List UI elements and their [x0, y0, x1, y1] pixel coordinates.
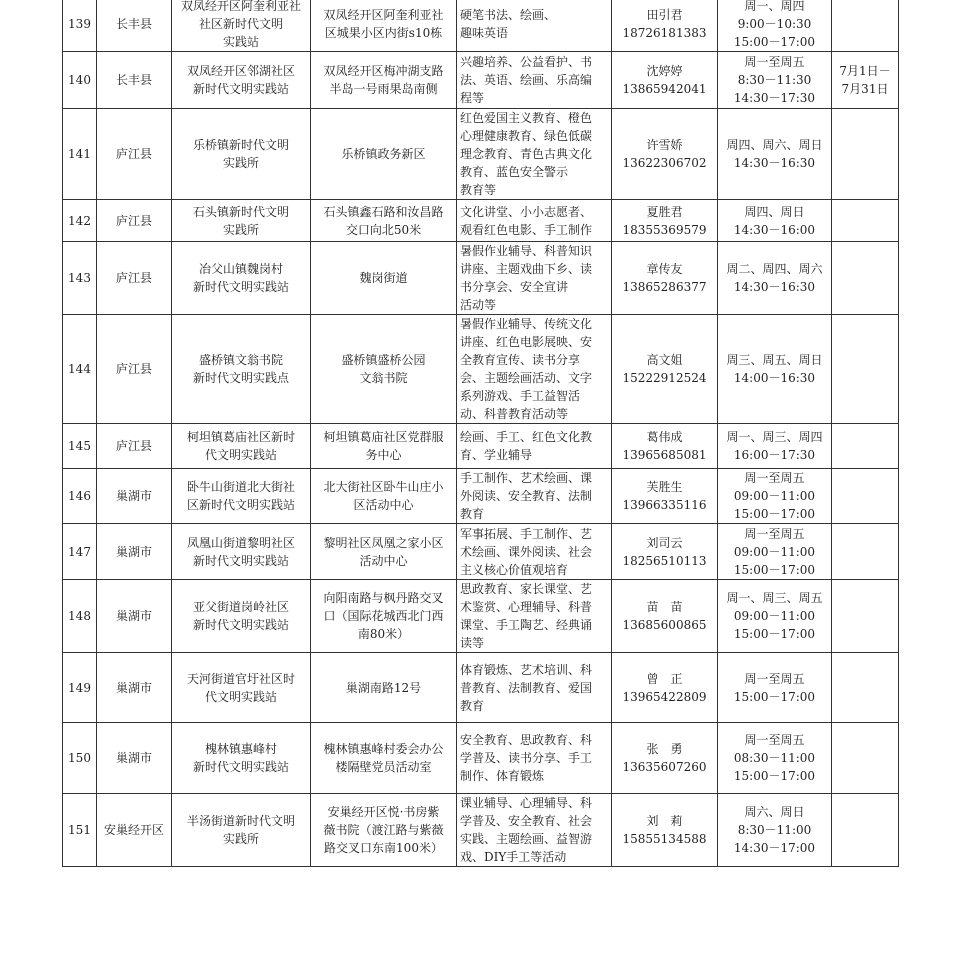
row-number: 144 — [63, 315, 97, 424]
cell-line: 讲座、红色电影展映、安 — [460, 335, 593, 349]
table-row — [63, 52, 899, 109]
cell-line: 13965422809 — [622, 689, 707, 704]
period-cell — [832, 794, 899, 867]
cell-line: 15:00－17:00 — [733, 769, 816, 783]
cell-line: 7月31日 — [841, 82, 889, 96]
station-name-cell — [172, 653, 311, 723]
table-row — [63, 524, 899, 580]
cell-line: 凤凰山街道黎明社区 — [186, 535, 295, 550]
open-time-cell — [718, 524, 832, 580]
cell-line: 实践所 — [222, 222, 259, 237]
county-cell: 安巢经开区 — [97, 794, 172, 867]
period-cell — [832, 200, 899, 242]
contact-cell — [612, 242, 718, 315]
cell-line: 南80米） — [357, 627, 410, 641]
county-cell: 庐江县 — [97, 109, 172, 200]
cell-line: 周四、周日 — [744, 204, 805, 219]
address-cell — [311, 723, 457, 794]
county-cell: 长丰县 — [97, 52, 172, 109]
activity-content-cell — [457, 0, 612, 52]
cell-line: 向阳南路与枫丹路交叉 — [323, 591, 444, 605]
period-cell — [832, 469, 899, 524]
cell-line: 文翁书院 — [359, 371, 408, 385]
cell-line: 13965685081 — [622, 448, 707, 462]
cell-line: 读等 — [460, 636, 485, 650]
activity-content-cell — [457, 242, 612, 315]
cell-line: 09:00－11:00 — [733, 609, 816, 623]
contact-cell — [612, 524, 718, 580]
period-cell — [832, 723, 899, 794]
table-row — [63, 424, 899, 469]
open-time-cell — [718, 52, 832, 109]
cell-line: 新时代文明实践站 — [192, 760, 289, 774]
activity-content-cell — [457, 315, 612, 424]
contact-cell — [612, 469, 718, 524]
cell-line: 术鉴赏、心理辅导、科普 — [460, 600, 593, 614]
row-number: 149 — [63, 653, 97, 723]
cell-line: 张 勇 — [646, 742, 683, 756]
table-body — [63, 0, 899, 867]
cell-line: 9:00－10:30 — [737, 17, 812, 31]
station-name-cell — [172, 794, 311, 867]
cell-line: 周一、周四 — [744, 0, 805, 13]
contact-cell — [612, 723, 718, 794]
cell-line: 16:00－17:30 — [733, 448, 816, 462]
cell-line: 15:00－17:00 — [733, 507, 816, 521]
row-number: 140 — [63, 52, 97, 109]
cell-line: 代文明实践站 — [204, 448, 277, 462]
cell-line: 全教育宣传、读书分享 — [460, 353, 581, 367]
cell-line: 半汤街道新时代文明 — [186, 814, 295, 828]
county-cell: 巢湖市 — [97, 653, 172, 723]
station-name-cell — [172, 469, 311, 524]
cell-line: 双凤经开区梅冲湖支路 — [323, 64, 444, 78]
cell-line: 区新时代文明实践站 — [186, 498, 295, 512]
cell-line: 戏、DIY手工等活动 — [460, 850, 567, 864]
cell-line: 新时代文明实践站 — [192, 553, 289, 568]
row-number: 150 — [63, 723, 97, 794]
station-name-cell — [172, 723, 311, 794]
contact-cell — [612, 580, 718, 653]
cell-line: 安巢经开区悦·书房紫 — [327, 805, 440, 819]
open-time-cell — [718, 315, 832, 424]
cell-line: 教育等 — [460, 183, 497, 197]
county-cell: 巢湖市 — [97, 469, 172, 524]
cell-line: 硬笔书法、绘画、 — [460, 8, 557, 22]
period-cell — [832, 109, 899, 200]
activity-content-cell — [457, 424, 612, 469]
cell-line: 手工制作、艺术绘画、课 — [460, 471, 593, 485]
cell-line: 观看红色电影、手工制作 — [460, 222, 593, 237]
cell-line: 书分享会、安全宣讲 — [460, 280, 569, 294]
address-cell — [311, 242, 457, 315]
cell-line: 乐桥镇政务新区 — [341, 147, 426, 161]
station-name-cell — [172, 580, 311, 653]
activity-content-cell — [457, 469, 612, 524]
cell-line: 学普及、读书分享、手工 — [460, 751, 593, 765]
cell-line: 教育、蓝色安全警示 — [460, 165, 569, 179]
cell-line: 黎明社区凤凰之家小区 — [323, 535, 444, 550]
contact-cell — [612, 52, 718, 109]
cell-line: 制作、体育锻炼 — [460, 769, 545, 783]
cell-line: 暑假作业辅导、科普知识 — [460, 244, 593, 258]
cell-line: 双凤经开区邻湖社区 — [186, 64, 295, 78]
table-row — [63, 580, 899, 653]
cell-line: 13966335116 — [622, 498, 707, 512]
county-cell: 庐江县 — [97, 200, 172, 242]
cell-line: 周二、周四、周六 — [726, 262, 823, 276]
cell-line: 周一至周五 — [744, 671, 805, 686]
address-cell — [311, 315, 457, 424]
cell-line: 08:30－11:00 — [733, 751, 816, 765]
cell-line: 柯坦镇葛庙社区党群服 — [323, 430, 444, 444]
cell-line: 思政教育、家长课堂、艺 — [460, 582, 593, 596]
county-cell: 巢湖市 — [97, 580, 172, 653]
cell-line: 教育 — [460, 698, 485, 713]
activity-content-cell — [457, 653, 612, 723]
activity-content-cell — [457, 200, 612, 242]
cell-line: 夏胜君 — [646, 204, 683, 219]
cell-line: 区活动中心 — [353, 498, 414, 512]
open-time-cell — [718, 653, 832, 723]
period-cell — [832, 242, 899, 315]
activity-schedule-table — [62, 0, 899, 867]
period-cell — [832, 653, 899, 723]
cell-line: 动、科普教育活动等 — [460, 407, 569, 421]
cell-line: 安全教育、思政教育、科 — [460, 733, 593, 747]
station-name-cell — [172, 524, 311, 580]
period-cell — [832, 580, 899, 653]
county-cell: 庐江县 — [97, 424, 172, 469]
cell-line: 7月1日－ — [839, 64, 891, 78]
cell-line: 交口向北50米 — [345, 222, 422, 237]
cell-line: 体育锻炼、艺术培训、科 — [460, 662, 593, 677]
cell-line: 课堂、手工陶艺、经典诵 — [460, 618, 593, 632]
address-cell — [311, 109, 457, 200]
table-row — [63, 242, 899, 315]
cell-line: 天河街道官圩社区时 — [186, 671, 295, 686]
period-cell — [832, 52, 899, 109]
open-time-cell — [718, 469, 832, 524]
cell-line: 盛桥镇盛桥公园 — [341, 353, 426, 367]
address-cell — [311, 580, 457, 653]
address-cell — [311, 524, 457, 580]
cell-line: 文化讲堂、小小志愿者、 — [460, 204, 593, 219]
cell-line: 13685600865 — [622, 618, 707, 632]
cell-line: 周四、周六、周日 — [726, 138, 823, 152]
cell-line: 09:00－11:00 — [733, 544, 816, 559]
cell-line: 活动中心 — [359, 553, 408, 568]
period-cell — [832, 0, 899, 52]
cell-line: 周一至周五 — [744, 526, 805, 541]
cell-line: 活动等 — [460, 298, 497, 312]
cell-line: 14:30－17:30 — [733, 91, 816, 105]
period-cell — [832, 524, 899, 580]
cell-line: 13635607260 — [622, 760, 707, 774]
contact-cell — [612, 424, 718, 469]
row-number: 139 — [63, 0, 97, 52]
cell-line: 育、学业辅导 — [460, 448, 533, 462]
cell-line: 刘司云 — [646, 535, 683, 550]
table-row — [63, 469, 899, 524]
cell-line: 周一、周三、周五 — [726, 591, 823, 605]
cell-line: 社区新时代文明 — [198, 17, 283, 31]
cell-line: 薇书院（渡江路与紫薇 — [323, 823, 444, 837]
row-number: 146 — [63, 469, 97, 524]
cell-line: 会、主题绘画活动、文字 — [460, 371, 593, 385]
address-cell — [311, 424, 457, 469]
contact-cell — [612, 0, 718, 52]
cell-line: 15:00－17:00 — [733, 562, 816, 577]
station-name-cell — [172, 200, 311, 242]
table-row — [63, 315, 899, 424]
station-name-cell — [172, 0, 311, 52]
cell-line: 新时代文明实践站 — [192, 280, 289, 294]
address-cell — [311, 52, 457, 109]
cell-line: 13865942041 — [622, 82, 707, 96]
cell-line: 绘画、手工、红色文化教 — [460, 430, 593, 444]
table-row — [63, 653, 899, 723]
cell-line: 冶父山镇魏岗村 — [198, 262, 283, 276]
cell-line: 术绘画、课外阅读、社会 — [460, 544, 593, 559]
contact-cell — [612, 109, 718, 200]
cell-line: 芙胜生 — [646, 480, 683, 494]
table-row — [63, 794, 899, 867]
cell-line: 许雪娇 — [646, 138, 683, 152]
address-cell — [311, 794, 457, 867]
contact-cell — [612, 200, 718, 242]
cell-line: 8:30－11:00 — [737, 823, 812, 837]
cell-line: 心理健康教育、绿色低碳 — [460, 129, 593, 143]
cell-line: 路交叉口东南100米） — [324, 841, 443, 855]
cell-line: 14:00－16:30 — [733, 371, 816, 385]
cell-line: 沈婷婷 — [646, 64, 683, 78]
table-row — [63, 0, 899, 52]
cell-line: 15855134588 — [622, 832, 707, 846]
open-time-cell — [718, 109, 832, 200]
cell-line: 实践所 — [222, 156, 259, 170]
station-name-cell — [172, 424, 311, 469]
row-number: 145 — [63, 424, 97, 469]
cell-line: 09:00－11:00 — [733, 489, 816, 503]
cell-line: 15:00－17:00 — [733, 35, 816, 49]
cell-line: 8:30－11:30 — [737, 73, 812, 87]
period-cell — [832, 315, 899, 424]
cell-line: 代文明实践站 — [204, 689, 277, 704]
cell-line: 15222912524 — [622, 371, 707, 385]
cell-line: 半岛一号雨果岛南侧 — [329, 82, 438, 96]
open-time-cell — [718, 0, 832, 52]
activity-content-cell — [457, 723, 612, 794]
row-number: 147 — [63, 524, 97, 580]
cell-line: 红色爱国主义教育、橙色 — [460, 111, 593, 125]
cell-line: 18726181383 — [622, 26, 707, 40]
contact-cell — [612, 315, 718, 424]
cell-line: 卧牛山街道北大街社 — [186, 480, 295, 494]
station-name-cell — [172, 315, 311, 424]
cell-line: 盛桥镇文翁书院 — [198, 353, 283, 367]
station-name-cell — [172, 242, 311, 315]
row-number: 142 — [63, 200, 97, 242]
cell-line: 章传友 — [646, 262, 683, 276]
address-cell — [311, 200, 457, 242]
county-cell: 庐江县 — [97, 315, 172, 424]
cell-line: 曾 正 — [646, 671, 683, 686]
address-cell — [311, 0, 457, 52]
open-time-cell — [718, 242, 832, 315]
contact-cell — [612, 794, 718, 867]
cell-line: 新时代文明实践站 — [192, 82, 289, 96]
cell-line: 13865286377 — [622, 280, 707, 294]
cell-line: 实践所 — [222, 832, 259, 846]
open-time-cell — [718, 794, 832, 867]
cell-line: 新时代文明实践点 — [192, 371, 289, 385]
cell-line: 军事拓展、手工制作、艺 — [460, 526, 593, 541]
cell-line: 葛伟成 — [646, 430, 683, 444]
cell-line: 14:30－16:00 — [733, 222, 816, 237]
open-time-cell — [718, 200, 832, 242]
cell-line: 双凤经开区阿奎利亚社 — [323, 8, 444, 22]
cell-line: 周一至周五 — [744, 471, 805, 485]
county-cell: 巢湖市 — [97, 723, 172, 794]
cell-line: 北大街社区卧牛山庄小 — [323, 480, 444, 494]
period-cell — [832, 424, 899, 469]
cell-line: 乐桥镇新时代文明 — [192, 138, 289, 152]
open-time-cell — [718, 723, 832, 794]
cell-line: 14:30－16:30 — [733, 280, 816, 294]
activity-content-cell — [457, 524, 612, 580]
cell-line: 务中心 — [365, 448, 402, 462]
county-cell: 庐江县 — [97, 242, 172, 315]
cell-line: 田引君 — [646, 8, 683, 22]
activity-content-cell — [457, 52, 612, 109]
cell-line: 刘 莉 — [646, 814, 683, 828]
cell-line: 法、英语、绘画、乐高编 — [460, 73, 593, 87]
cell-line: 新时代文明实践站 — [192, 618, 289, 632]
station-name-cell — [172, 109, 311, 200]
cell-line: 趣味英语 — [460, 26, 509, 40]
cell-line: 普教育、法制教育、爱国 — [460, 680, 593, 695]
cell-line: 周一、周三、周四 — [726, 430, 823, 444]
cell-line: 14:30－17:00 — [733, 841, 816, 855]
open-time-cell — [718, 580, 832, 653]
activity-content-cell — [457, 794, 612, 867]
county-cell: 巢湖市 — [97, 524, 172, 580]
cell-line: 主义核心价值观培育 — [460, 562, 569, 577]
county-cell: 长丰县 — [97, 0, 172, 52]
activity-content-cell — [457, 580, 612, 653]
cell-line: 石头镇新时代文明 — [192, 204, 289, 219]
cell-line: 周一至周五 — [744, 55, 805, 69]
contact-cell — [612, 653, 718, 723]
cell-line: 魏岗街道 — [359, 271, 408, 285]
activity-content-cell — [457, 109, 612, 200]
cell-line: 系列游戏、手工益智活 — [460, 389, 581, 403]
cell-line: 苗 苗 — [646, 600, 683, 614]
cell-line: 实践站 — [222, 35, 259, 49]
cell-line: 巢湖南路12号 — [345, 680, 422, 695]
row-number: 143 — [63, 242, 97, 315]
address-cell — [311, 653, 457, 723]
table-row — [63, 723, 899, 794]
cell-line: 双凤经开区阿奎利亚社 — [180, 0, 301, 13]
cell-line: 理念教育、青色古典文化 — [460, 147, 593, 161]
cell-line: 区城果小区内街s10栋 — [324, 26, 443, 40]
cell-line: 楼隔壁党员活动室 — [335, 760, 432, 774]
cell-line: 15:00－17:00 — [733, 689, 816, 704]
open-time-cell — [718, 424, 832, 469]
cell-line: 讲座、主题戏曲下乡、读 — [460, 262, 593, 276]
cell-line: 兴趣培养、公益看护、书 — [460, 55, 593, 69]
cell-line: 实践、主题绘画、益智游 — [460, 832, 593, 846]
cell-line: 程等 — [460, 91, 485, 105]
cell-line: 18256510113 — [622, 553, 707, 568]
cell-line: 暑假作业辅导、传统文化 — [460, 317, 593, 331]
cell-line: 高文姐 — [646, 353, 683, 367]
cell-line: 教育 — [460, 507, 485, 521]
cell-line: 15:00－17:00 — [733, 627, 816, 641]
cell-line: 槐林镇惠峰村 — [204, 742, 277, 756]
cell-line: 课业辅导、心理辅导、科 — [460, 796, 593, 810]
cell-line: 14:30－16:30 — [733, 156, 816, 170]
row-number: 151 — [63, 794, 97, 867]
table-row — [63, 200, 899, 242]
cell-line: 石头镇鑫石路和汝昌路 — [323, 204, 444, 219]
cell-line: 口（国际花城西北门西 — [323, 609, 444, 623]
cell-line: 槐林镇惠峰村委会办公 — [323, 742, 444, 756]
cell-line: 18355369579 — [622, 222, 707, 237]
cell-line: 柯坦镇葛庙社区新时 — [186, 430, 295, 444]
cell-line: 周六、周日 — [744, 805, 805, 819]
row-number: 141 — [63, 109, 97, 200]
address-cell — [311, 469, 457, 524]
table-row — [63, 109, 899, 200]
cell-line: 亚父街道岗岭社区 — [192, 600, 289, 614]
cell-line: 周三、周五、周日 — [726, 353, 823, 367]
cell-line: 13622306702 — [622, 156, 707, 170]
cell-line: 外阅读、安全教育、法制 — [460, 489, 593, 503]
row-number: 148 — [63, 580, 97, 653]
station-name-cell — [172, 52, 311, 109]
cell-line: 学普及、安全教育、社会 — [460, 814, 593, 828]
cell-line: 周一至周五 — [744, 733, 805, 747]
